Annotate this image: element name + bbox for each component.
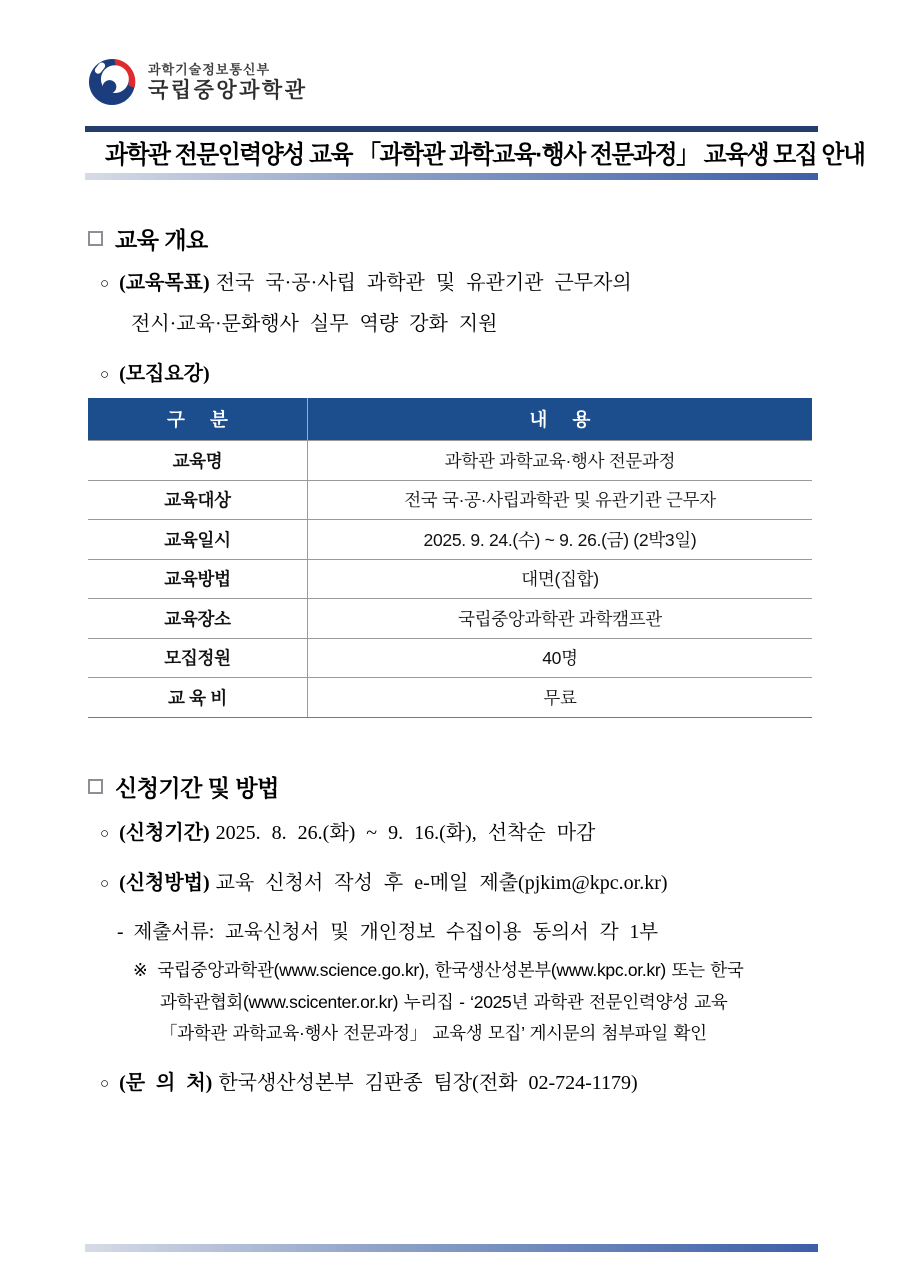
table-row: 교육일시 2025. 9. 24.(수) ~ 9. 26.(금) (2박3일) bbox=[88, 519, 812, 559]
square-bullet-icon bbox=[88, 779, 103, 794]
docs-text: 제출서류: 교육신청서 및 개인정보 수집이용 동의서 각 1부 bbox=[133, 922, 659, 943]
contact-label: (문 의 처) bbox=[119, 1072, 213, 1094]
goal-line-2 bbox=[131, 307, 497, 336]
goal-line-1 bbox=[100, 266, 632, 295]
recruit-label: (모집요강) bbox=[119, 363, 210, 385]
footer-rule bbox=[85, 1244, 818, 1252]
note-line-2 bbox=[160, 989, 727, 1014]
circle-bullet-icon: ○ bbox=[100, 276, 110, 292]
note-line-1 bbox=[133, 957, 743, 982]
note-text-2: 과학관협회(www.scicenter.or.kr) 누리집 - ‘2025년 과학관 전문인력양성 교육 bbox=[160, 992, 728, 1012]
section-overview-heading: 교육 개요 bbox=[88, 222, 208, 255]
contact-line bbox=[100, 1066, 638, 1095]
circle-bullet-icon: ○ bbox=[100, 367, 110, 383]
dash-bullet-icon: - bbox=[117, 922, 124, 943]
document-title: 과학관 전문인력양성 교육 「과학관 과학교육·행사 전문과정」 교육생 모집 안내 bbox=[104, 141, 865, 169]
apply-method-line bbox=[100, 866, 668, 895]
period-text: 2025. 8. 26.(화) ~ 9. 16.(화), 선착순 마감 bbox=[215, 822, 596, 844]
reference-mark-icon: ※ bbox=[133, 960, 148, 980]
logo-text bbox=[148, 61, 308, 104]
table-row: 교육방법 대면(집합) bbox=[88, 559, 812, 599]
apply-period-line bbox=[100, 816, 595, 845]
table-header-category: 구 분 bbox=[88, 398, 308, 440]
recruitment-table bbox=[88, 398, 812, 718]
table-header-row bbox=[88, 398, 812, 440]
table-row: 교 육 비 무료 bbox=[88, 677, 812, 717]
ministry-name: 과학기술정보통신부 bbox=[148, 61, 271, 77]
table-row: 교육명 과학관 과학교육·행사 전문과정 bbox=[88, 440, 812, 480]
square-bullet-icon bbox=[88, 231, 103, 246]
table-row: 교육장소 국립중앙과학관 과학캠프관 bbox=[88, 598, 812, 638]
docs-line bbox=[117, 916, 658, 944]
note-line-3 bbox=[160, 1020, 707, 1045]
section-apply-heading: 신청기간 및 방법 bbox=[88, 770, 279, 803]
contact-text: 한국생산성본부 김판종 팀장(전화 02-724-1179) bbox=[218, 1072, 638, 1094]
method-label: (신청방법) bbox=[119, 872, 210, 894]
circle-bullet-icon: ○ bbox=[100, 826, 110, 842]
organization-name: 국립중앙과학관 bbox=[148, 78, 308, 102]
method-text: 교육 신청서 작성 후 e-메일 제출(pjkim@kpc.or.kr) bbox=[215, 872, 668, 894]
table-header-content: 내 용 bbox=[529, 409, 601, 430]
note-text-3: 「과학관 과학교육·행사 전문과정」 교육생 모집’ 게시문의 첨부파일 확인 bbox=[160, 1023, 707, 1043]
circle-bullet-icon: ○ bbox=[100, 1076, 110, 1092]
msit-emblem-icon bbox=[88, 58, 136, 106]
table-row: 모집정원 40명 bbox=[88, 638, 812, 678]
circle-bullet-icon: ○ bbox=[100, 876, 110, 892]
table-row: 교육대상 전국 국·공·사립과학관 및 유관기관 근무자 bbox=[88, 480, 812, 520]
goal-label: (교육목표) bbox=[119, 272, 210, 294]
banner-bottom-rule bbox=[85, 173, 818, 180]
government-logo bbox=[88, 58, 308, 106]
goal-text-1: 전국 국·공·사립 과학관 및 유관기관 근무자의 bbox=[215, 272, 632, 294]
note-text-1: 국립중앙과학관(www.science.go.kr), 한국생산성본부(www.kpc.or.kr) 또는 한국 bbox=[157, 960, 744, 980]
goal-text-2: 전시·교육·문화행사 실무 역량 강화 지원 bbox=[131, 313, 498, 335]
period-label: (신청기간) bbox=[119, 822, 210, 844]
recruit-line bbox=[100, 357, 210, 386]
title-banner bbox=[85, 126, 865, 180]
